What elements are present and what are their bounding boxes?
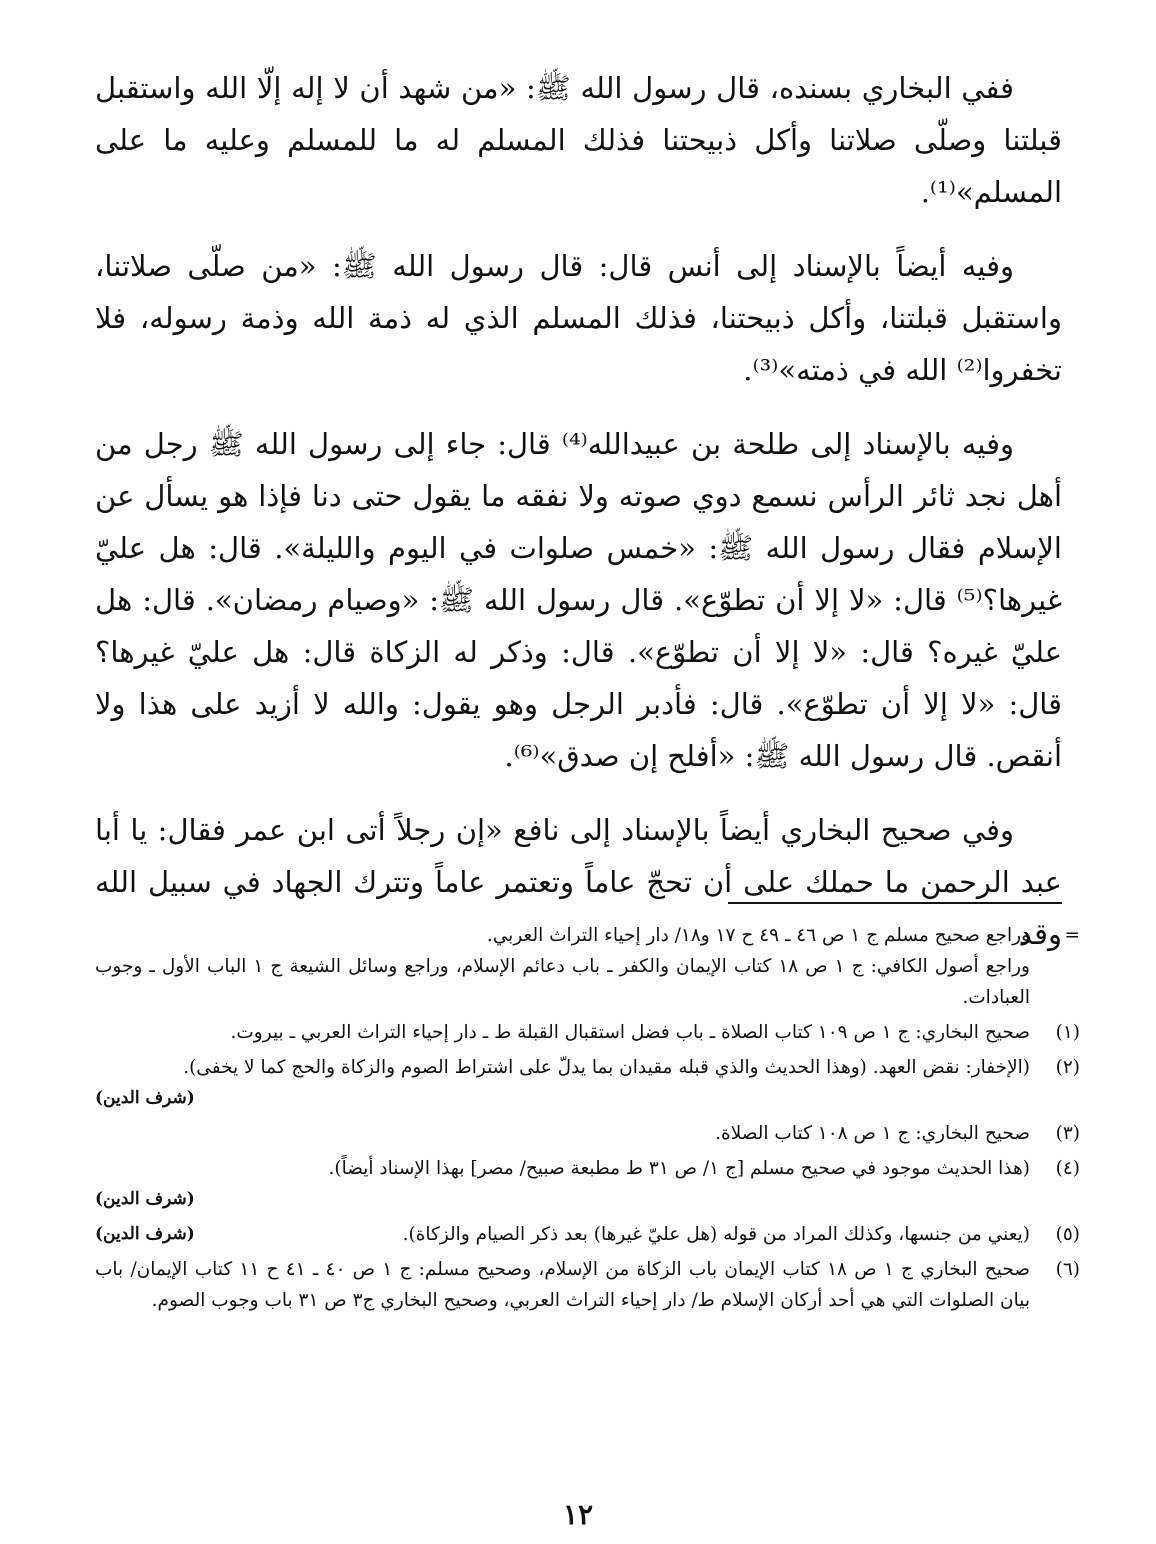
footnote-6-text: صحيح البخاري ج ١ ص ١٨ كتاب الإيمان باب الزكاة من الإسلام، وصحيح مسلم: ج ١ ص ٤٠ ـ ٤١ ح ١١ كتاب الإيمان/ باب بيان الصلوات التي هي أحد أركان الإسلام ط/ دار إحياء التراث العربي، وصحيح البخاري ج٣ ص ٣١ باب وجوب الصوم. [95,1259,1030,1311]
footnote-5 [95,1219,1080,1250]
footnote-2-text: (الإخفار: نقض العهد. (وهذا الحديث والذي قبله مقيدان بما يدلّ على اشتراط الصوم والزكاة والحج كما لا يخفى). [183,1057,1030,1078]
paragraph-4: وفي صحيح البخاري أيضاً بالإسناد إلى نافع «إن رجلاً أتى ابن عمر فقال: يا أبا عبد الرحمن ما حملك على أن تحجّ عاماً وتعتمر عاماً وتترك الجهاد في سبيل الله وقد [95,813,1062,951]
footnote-6-number: (٦) [1055,1259,1080,1280]
footnote-2 [95,1052,1080,1114]
page-number: ١٢ [562,1498,594,1531]
footnote-4 [95,1153,1080,1215]
footnote-2-number: (٢) [1055,1057,1080,1078]
footnote-5-number: (٥) [1055,1224,1080,1245]
footnote-4-text: (هذا الحديث موجود في صحيح مسلم [ج ١/ ص ٣١ ط مطبعة صبيح/ مصر] بهذا الإسناد أيضاً). [328,1158,1030,1179]
footnote-2-signature: (شرف الدين) [95,1088,195,1108]
main-text [95,62,1062,960]
paragraph-3: وفيه بالإسناد إلى طلحة بن عبيدالله⁽⁴⁾ قال: جاء إلى رسول الله ﷺ رجل من أهل نجد ثائر الرأس نسمع دوي صوته ولا نفقه ما يقول حتى دنا فإذا هو يسأل عن الإسلام فقال رسول الله ﷺ: «خمس صلوات في اليوم والليلة». قال: هل عليّ غيرها؟⁽⁵⁾ قال: «لا إلا أن تطوّع». قال رسول الله ﷺ: «وصيام رمضان». قال: هل عليّ غيره؟ قال: «لا إلا أن تطوّع». قال: وذكر له الزكاة قال: هل عليّ غيرها؟ قال: «لا إلا أن تطوّع». قال: فأدبر الرجل وهو يقول: والله لا أزيد على هذا ولا أنقص. قال رسول الله ﷺ: «أفلح إن صدق»⁽⁶⁾. [95,427,1062,773]
footnotes [95,920,1080,1320]
footnote-1-number: (١) [1055,1022,1080,1043]
footnote-1 [95,1017,1080,1048]
footnote-continued-line-2: وراجع أصول الكافي: ج ١ ص ١٨ كتاب الإيمان والكفر ـ باب دعائم الإسلام، وراجع وسائل الشيعة ج ١ الباب الأول ـ وجوب العبادات. [95,956,1030,1008]
footnote-continued-line-1: وراجع صحيح مسلم ج ١ ص ٤٦ ـ ٤٩ ح ١٧ و١٨/ دار إحياء التراث العربي. [486,925,1030,946]
footnote-continued [95,920,1080,1013]
footnote-4-signature: (شرف الدين) [95,1189,195,1209]
footnote-continued-marker: = [1064,925,1080,946]
paragraph-1: ففي البخاري بسنده، قال رسول الله ﷺ: «من شهد أن لا إله إلّا الله واستقبل قبلتنا وصلّى صلاتنا وأكل ذبيحتنا فذلك المسلم له ما للمسلم وعليه ما على المسلم»⁽¹⁾. [95,71,1062,209]
footnote-3 [95,1118,1080,1149]
footnote-6 [95,1254,1080,1316]
footnote-3-text: صحيح البخاري: ج ١ ص ١٠٨ كتاب الصلاة. [715,1123,1030,1144]
footnote-1-text: صحيح البخاري: ج ١ ص ١٠٩ كتاب الصلاة ـ باب فضل استقبال القبلة ط ـ دار إحياء التراث العربي ـ بيروت. [230,1022,1030,1043]
footnote-5-text: (يعني من جنسها، وكذلك المراد من قوله (هل عليّ غيرها) بعد ذكر الصيام والزكاة). [402,1224,1030,1245]
footnote-5-signature: (شرف الدين) [95,1224,195,1244]
footnote-4-number: (٤) [1055,1158,1080,1179]
paragraph-2: وفيه أيضاً بالإسناد إلى أنس قال: قال رسول الله ﷺ: «من صلّى صلاتنا، واستقبل قبلتنا، وأكل ذبيحتنا، فذلك المسلم الذي له ذمة الله وذمة رسوله، فلا تخفروا⁽²⁾ الله في ذمته»⁽³⁾. [95,249,1062,387]
footnote-separator [728,902,1062,904]
footnote-3-number: (٣) [1055,1123,1080,1144]
